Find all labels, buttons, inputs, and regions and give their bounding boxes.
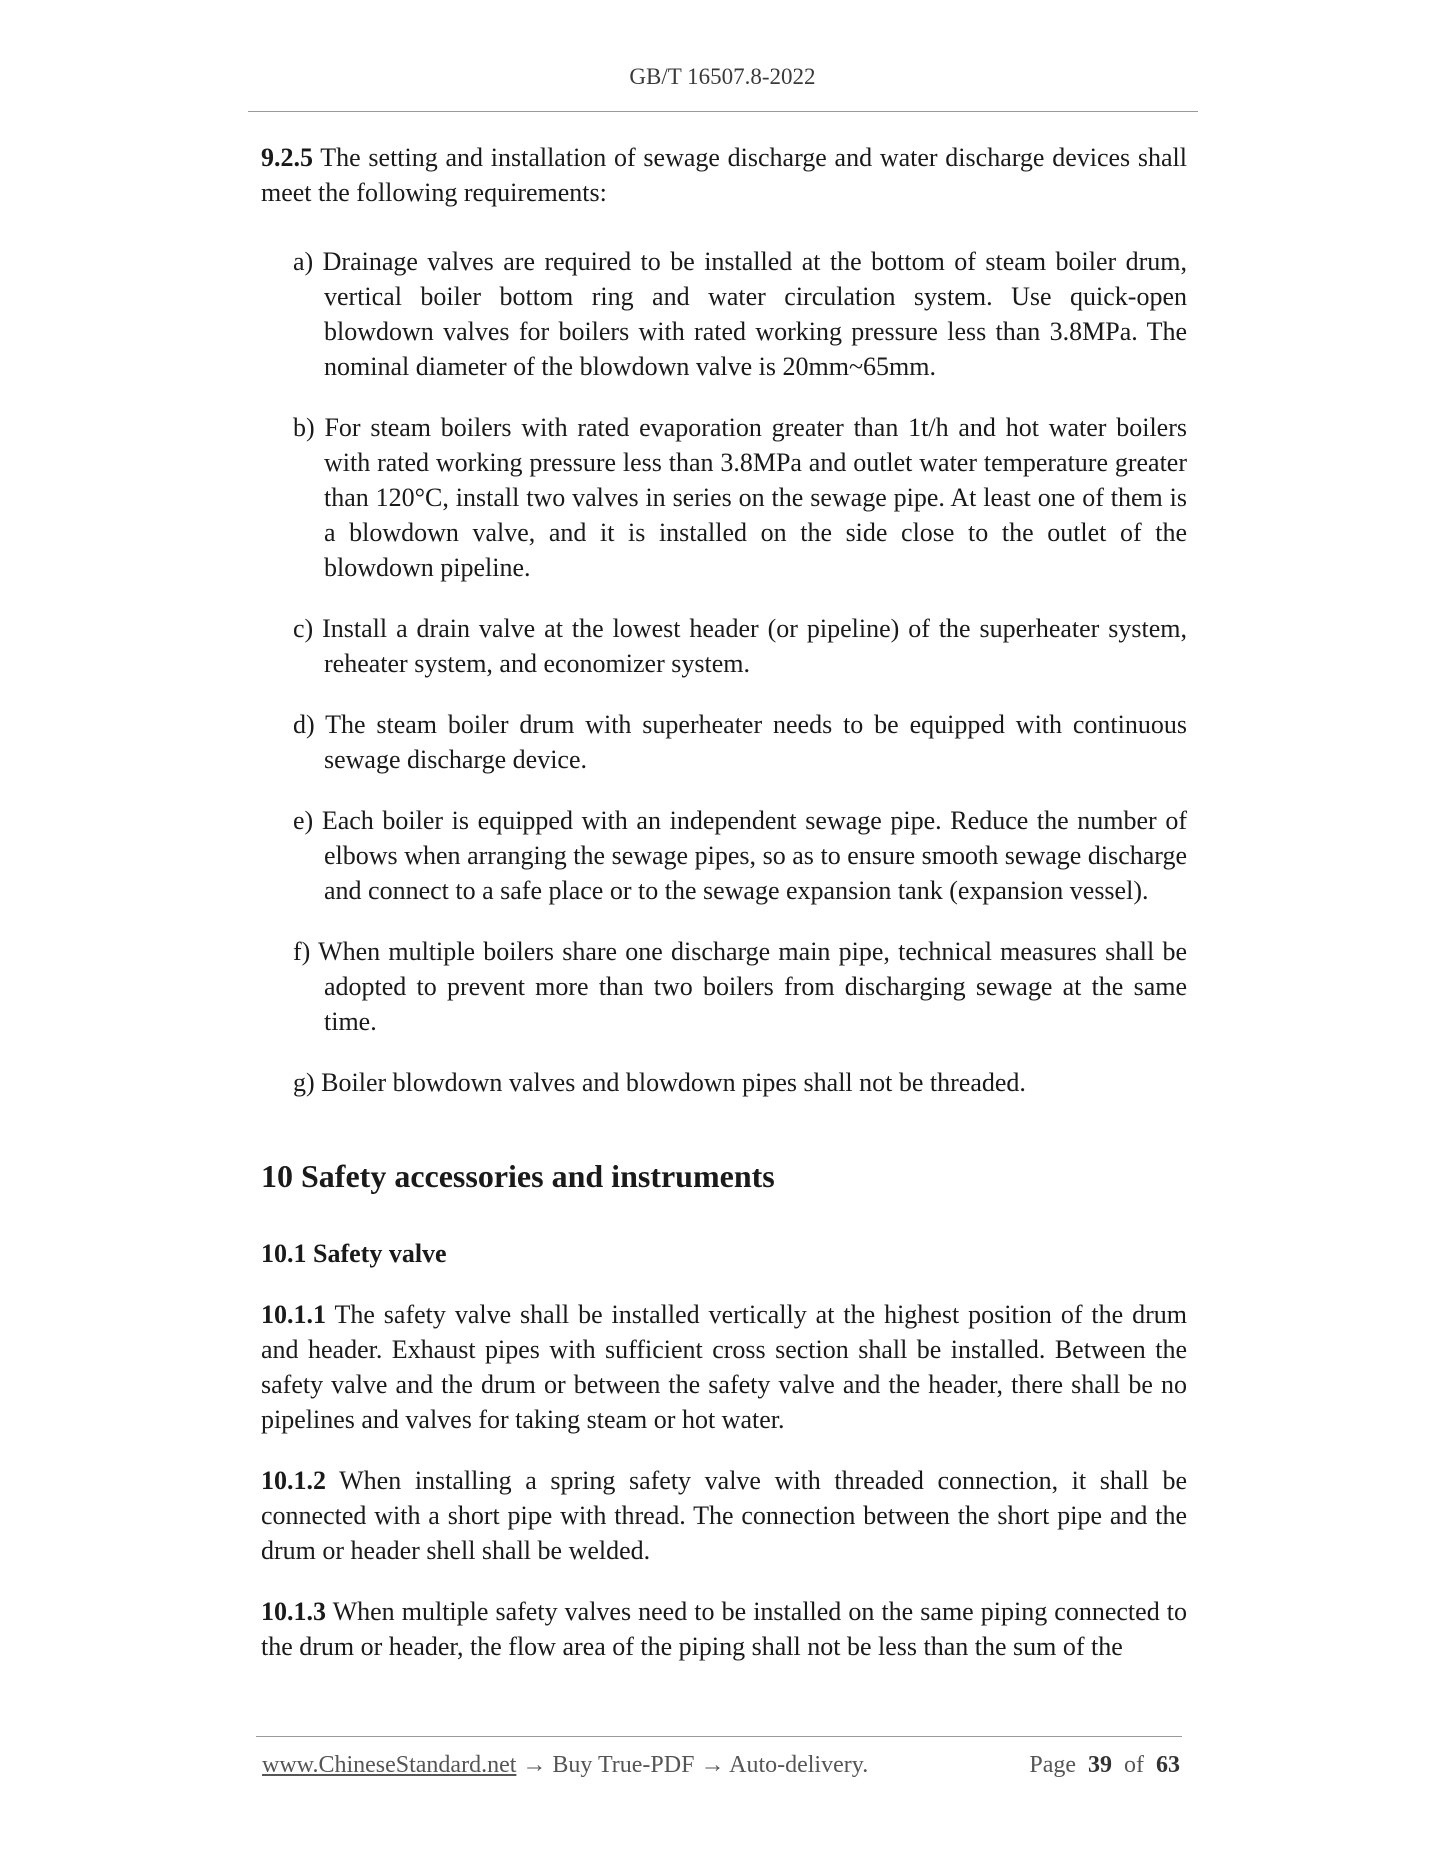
clause-10-1-1 <box>261 1297 1187 1437</box>
page-total: 63 <box>1156 1752 1180 1778</box>
list-item: f) When multiple boilers share one discharge main pipe, technical measures shall be adopted to prevent more than two boilers from discharging sewage at the same time. <box>293 937 1187 1036</box>
footer-promo <box>262 1752 868 1779</box>
footer-divider <box>256 1736 1182 1737</box>
clause-number: 10.1.1 <box>261 1300 326 1329</box>
list-item: g) Boiler blowdown valves and blowdown pipes shall not be threaded. <box>293 1068 1026 1097</box>
page-footer <box>262 1752 1180 1779</box>
section-heading-10: 10 Safety accessories and instruments <box>261 1158 775 1194</box>
clause-number: 10.1.2 <box>261 1466 326 1495</box>
list-item: c) Install a drain valve at the lowest header (or pipeline) of the superheater system, reheater system, and economizer system. <box>293 614 1187 678</box>
list-item: a) Drainage valves are required to be installed at the bottom of steam boiler drum, vertical boiler bottom ring and water circulation system. Use quick-open blowdown valves for boilers with rated working pressure less than 3.8MPa. The nominal diameter of the blowdown valve is 20mm~65mm. <box>293 247 1187 381</box>
clause-text: When multiple safety valves need to be installed on the same piping connected to the drum or header, the flow area of the piping shall not be less than the sum of the <box>261 1597 1187 1661</box>
page-of: of <box>1124 1752 1144 1778</box>
page-label: Page <box>1029 1752 1076 1778</box>
list-item: e) Each boiler is equipped with an independent sewage pipe. Reduce the number of elbows when arranging the sewage pipes, so as to ensure smooth sewage discharge and connect to a safe place or to the sewage expansion tank (expansion vessel). <box>293 806 1187 905</box>
list-item: d) The steam boiler drum with superheater needs to be equipped with continuous sewage discharge device. <box>293 710 1187 774</box>
header-divider <box>248 111 1198 112</box>
footer-promo-text: → Buy True-PDF → Auto-delivery. <box>516 1752 869 1778</box>
requirements-list <box>261 244 1187 1100</box>
page-number <box>1029 1752 1180 1779</box>
clause-text: The safety valve shall be installed vertically at the highest position of the drum and header. Exhaust pipes with sufficient cross section shall be installed. Between the safety valve and the drum or between the safety valve and the header, there shall be no pipelines and valves for taking steam or hot water. <box>261 1300 1187 1434</box>
clause-text: When installing a spring safety valve with threaded connection, it shall be connected with a short pipe with thread. The connection between the short pipe and the drum or header shell shall be welded. <box>261 1466 1187 1565</box>
clause-10-1-3 <box>261 1594 1187 1664</box>
clause-9-2-5 <box>261 140 1187 210</box>
page-current: 39 <box>1088 1752 1112 1778</box>
page-header: GB/T 16507.8-2022 <box>629 64 816 89</box>
clause-text: The setting and installation of sewage discharge and water discharge devices shall meet the following requirements: <box>261 143 1187 207</box>
subsection-heading-10-1: 10.1 Safety valve <box>261 1239 447 1268</box>
list-item: b) For steam boilers with rated evaporation greater than 1t/h and hot water boilers with rated working pressure less than 3.8MPa and outlet water temperature greater than 120°C, install two valves in series on the sewage pipe. At least one of them is a blowdown valve, and it is installed on the side close to the outlet of the blowdown pipeline. <box>293 413 1187 582</box>
document-body <box>261 140 1187 1690</box>
clause-10-1-2 <box>261 1463 1187 1568</box>
clause-number: 9.2.5 <box>261 143 313 172</box>
clause-number: 10.1.3 <box>261 1597 326 1626</box>
website-link[interactable]: www.ChineseStandard.net <box>262 1752 517 1778</box>
